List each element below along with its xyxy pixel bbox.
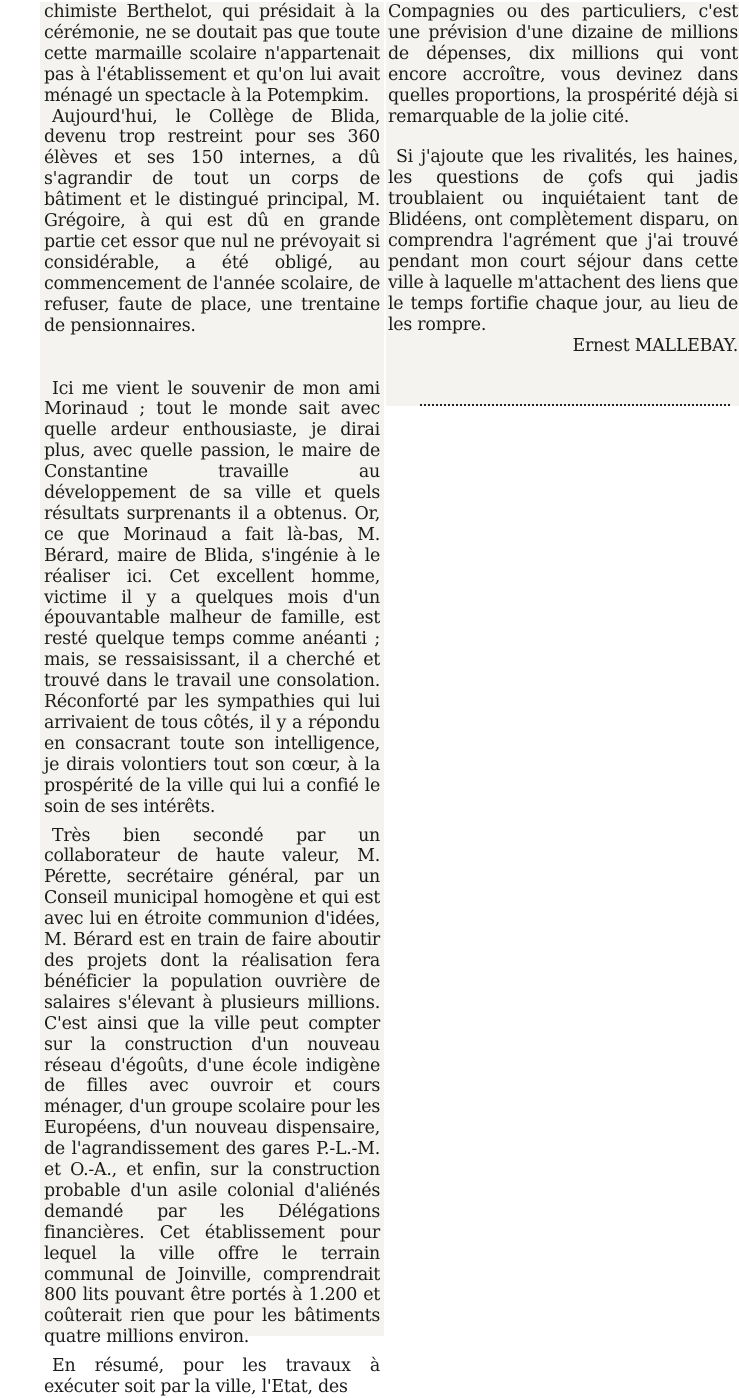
paragraph-resume: En résumé, pour les travaux à exécuter soit par la ville, l'Etat, des (44, 1356, 380, 1398)
author-signature: Ernest MALLEBAY. (572, 335, 738, 356)
paragraph-projets: Très bien secondé par un collaborateur de haute valeur, M. Pérette, secrétaire général, par un Conseil municipal homogène et qui est avec lui en étroite communion d'idées, M. Bérard est en train de faire aboutir des projets dont la réalisation fera bénéficier la population ouvrière de salaires s'élevant à plusieurs millions. C'est ainsi que la ville peut compter sur la construction d'un nouveau réseau d'égoûts, d'une école indigène de filles avec ouvroir et cours ménager, d'un groupe scolaire pour les Européens, d'un nouveau dispensaire, de l'agrandissement des gares P.-L.-M. et O.-A., et enfin, sur la construction probable d'un asile colonial d'aliénés demandé par les Délégations financières. Cet établissement pour lequel la ville offre le terrain communal de Joinville, comprendrait 800 lits pouvant être portés à 1.200 et coûterait rien que pour les bâtiments quatre millions environ. (44, 825, 380, 1348)
paragraph-berthelot: chimiste Berthelot, qui présidait à la cérémonie, ne se doutait pas que toute cette marmaille scolaire n'appartenait pas à l'établissement et qu'on lui avait ménagé un spectacle à la Potempkim. (44, 2, 380, 106)
paragraph-college-blida: Aujourd'hui, le Collège de Blida, devenu trop restreint pour ses 360 élèves et ses 150 internes, a dû s'agrandir de tout un corps de bâtiment et le distingué principal, M. Grégoire, à qui est dû en grande partie cet essor que nul ne prévoyait si considérable, a été obligé, au commencement de l'année scolaire, de refuser, faute de place, une trentaine de pensionnaires. (44, 106, 380, 336)
left-column (40, 2, 384, 1398)
end-of-article-rule (420, 404, 730, 406)
paragraph-rivalites: Si j'ajoute que les rivalités, les haines, les questions de çofs qui jadis troublaient ou inquiétaient tant de Blidéens, ont complètement disparu, on comprendra l'agrément que j'ai trouvé pendant mon court séjour dans cette ville à laquelle m'attachent des liens que le temps fortifie chaque jour, au lieu de les rompre. (388, 147, 738, 335)
paragraph-morinaud: Ici me vient le souvenir de mon ami Morinaud ; tout le monde sait avec quelle ardeur enthousiaste, je dirai plus, avec quelle passion, le maire de Constantine travaille au développement de sa ville et quels résultats surprenants il a obtenus. Or, ce que Morinaud a fait là-bas, M. Bérard, maire de Blida, s'ingénie à le réaliser ici. Cet excellent homme, victime il y a quelques mois d'un épouvantable malheur de famille, est resté quelque temps comme anéanti ; mais, se ressaisissant, il a cherché et trouvé dans le travail une consolation. Réconforté par les sympathies qui lui arrivaient de tous côtés, il y a répondu en consacrant toute son intelligence, je dirais volontiers tout son cœur, à la prospérité de la ville qui lui a confié le soin de ses intérêts. (44, 378, 380, 817)
right-column (386, 2, 739, 406)
paragraph-compagnies: Compagnies ou des particuliers, c'est une prévision d'une dizaine de millions de dépenses, dix millions qui vont encore accroître, vous devinez dans quelles proportions, la prospérité déjà si remarquable de la jolie cité. (388, 2, 738, 127)
